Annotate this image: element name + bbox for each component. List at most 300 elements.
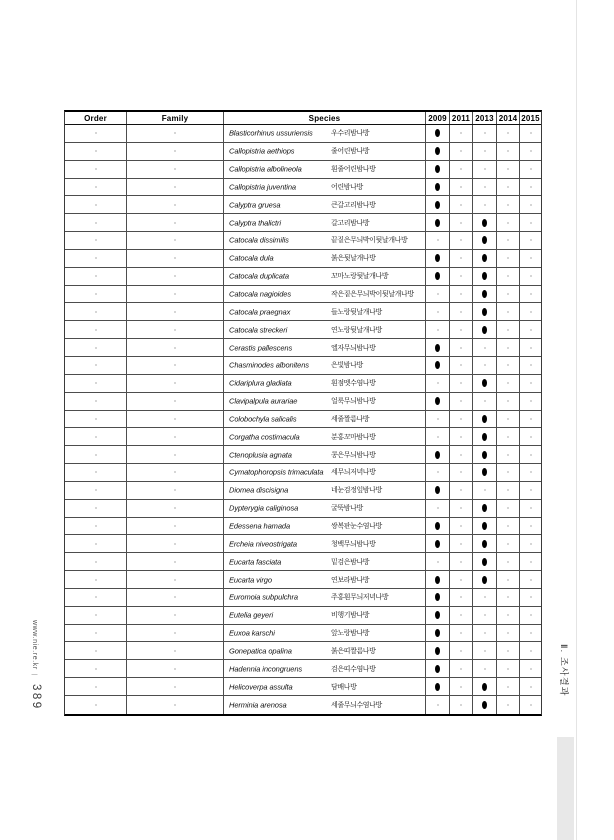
empty-mark bbox=[507, 418, 509, 420]
order-cell bbox=[65, 321, 127, 338]
order-cell bbox=[65, 411, 127, 428]
year-cell-2014 bbox=[497, 303, 520, 320]
header-year-2013: 2013 bbox=[473, 112, 497, 124]
year-cell-2009 bbox=[426, 268, 450, 285]
empty-mark bbox=[174, 471, 176, 473]
year-cell-2015 bbox=[520, 232, 541, 249]
year-cell-2014 bbox=[497, 393, 520, 410]
year-cell-2009 bbox=[426, 678, 450, 695]
order-cell bbox=[65, 143, 127, 160]
species-korean-name: 비행기밤나방 bbox=[331, 612, 370, 620]
species-scientific-name: Catocala streckeri bbox=[229, 325, 288, 335]
species-cell bbox=[224, 518, 426, 535]
year-cell-2013 bbox=[473, 357, 497, 374]
year-cell-2013 bbox=[473, 660, 497, 677]
empty-mark bbox=[484, 186, 486, 188]
species-korean-name: 세줄짤름나방 bbox=[331, 415, 370, 423]
species-cell bbox=[224, 125, 426, 142]
species-korean-name: 담배나방 bbox=[331, 683, 357, 691]
record-dot bbox=[482, 290, 487, 298]
empty-mark bbox=[95, 525, 97, 527]
species-scientific-name: Cerastis pallescens bbox=[229, 343, 293, 353]
year-cell-2015 bbox=[520, 553, 541, 570]
year-cell-2009 bbox=[426, 125, 450, 142]
year-cell-2009 bbox=[426, 696, 450, 714]
year-cell-2011 bbox=[450, 143, 473, 160]
empty-mark bbox=[507, 543, 509, 545]
species-scientific-name: Helicoverpa assulta bbox=[229, 682, 293, 692]
empty-mark bbox=[174, 400, 176, 402]
empty-mark bbox=[95, 704, 97, 706]
empty-mark bbox=[460, 650, 462, 652]
empty-mark bbox=[95, 168, 97, 170]
empty-mark bbox=[484, 489, 486, 491]
header-year-2014: 2014 bbox=[497, 112, 520, 124]
year-cell-2015 bbox=[520, 179, 541, 196]
empty-mark bbox=[460, 364, 462, 366]
species-cell bbox=[224, 428, 426, 445]
header-year-2011: 2011 bbox=[450, 112, 473, 124]
species-cell bbox=[224, 535, 426, 552]
family-cell bbox=[127, 196, 224, 213]
empty-mark bbox=[95, 400, 97, 402]
record-dot bbox=[435, 361, 440, 369]
species-cell bbox=[224, 696, 426, 714]
empty-mark bbox=[460, 507, 462, 509]
table-row bbox=[65, 357, 541, 375]
year-cell-2014 bbox=[497, 125, 520, 142]
year-cell-2009 bbox=[426, 518, 450, 535]
species-cell bbox=[224, 393, 426, 410]
year-cell-2014 bbox=[497, 571, 520, 588]
year-cell-2011 bbox=[450, 518, 473, 535]
table-row bbox=[65, 678, 541, 696]
empty-mark bbox=[530, 454, 532, 456]
species-scientific-name: Colobochyla salicalis bbox=[229, 414, 297, 424]
year-cell-2009 bbox=[426, 161, 450, 178]
year-cell-2013 bbox=[473, 696, 497, 714]
species-survey-table bbox=[64, 110, 542, 716]
empty-mark bbox=[174, 454, 176, 456]
table-row bbox=[65, 696, 541, 714]
year-cell-2013 bbox=[473, 446, 497, 463]
year-cell-2014 bbox=[497, 196, 520, 213]
year-cell-2011 bbox=[450, 125, 473, 142]
empty-mark bbox=[530, 704, 532, 706]
year-cell-2015 bbox=[520, 589, 541, 606]
year-cell-2015 bbox=[520, 161, 541, 178]
year-cell-2013 bbox=[473, 571, 497, 588]
empty-mark bbox=[507, 293, 509, 295]
order-cell bbox=[65, 303, 127, 320]
order-cell bbox=[65, 607, 127, 624]
year-cell-2011 bbox=[450, 411, 473, 428]
species-scientific-name: Cidariplura gladiata bbox=[229, 378, 292, 388]
year-cell-2011 bbox=[450, 339, 473, 356]
table-row bbox=[65, 125, 541, 143]
empty-mark bbox=[460, 239, 462, 241]
empty-mark bbox=[95, 543, 97, 545]
table-row bbox=[65, 518, 541, 536]
empty-mark bbox=[174, 382, 176, 384]
table-row bbox=[65, 482, 541, 500]
year-cell-2009 bbox=[426, 411, 450, 428]
record-dot bbox=[482, 308, 487, 316]
empty-mark bbox=[437, 704, 439, 706]
empty-mark bbox=[95, 561, 97, 563]
species-korean-name: 흰줄어린밤나방 bbox=[331, 166, 376, 174]
empty-mark bbox=[174, 507, 176, 509]
year-cell-2015 bbox=[520, 393, 541, 410]
year-cell-2009 bbox=[426, 303, 450, 320]
empty-mark bbox=[95, 650, 97, 652]
empty-mark bbox=[530, 650, 532, 652]
species-cell bbox=[224, 161, 426, 178]
family-cell bbox=[127, 428, 224, 445]
year-cell-2009 bbox=[426, 214, 450, 231]
empty-mark bbox=[174, 311, 176, 313]
empty-mark bbox=[484, 132, 486, 134]
empty-mark bbox=[484, 364, 486, 366]
species-scientific-name: Eucarta fasciata bbox=[229, 557, 282, 567]
species-scientific-name: Catocala dissimilis bbox=[229, 235, 289, 245]
family-cell bbox=[127, 607, 224, 624]
species-scientific-name: Corgatha costimacula bbox=[229, 432, 300, 442]
species-scientific-name: Ercheia niveostrigata bbox=[229, 539, 297, 549]
year-cell-2011 bbox=[450, 553, 473, 570]
record-dot bbox=[482, 326, 487, 334]
year-cell-2013 bbox=[473, 303, 497, 320]
year-cell-2013 bbox=[473, 535, 497, 552]
species-cell bbox=[224, 339, 426, 356]
species-scientific-name: Catocala dula bbox=[229, 253, 274, 263]
header-year-2009: 2009 bbox=[426, 112, 450, 124]
species-korean-name: 굴뚝밤나방 bbox=[331, 505, 363, 513]
table-row bbox=[65, 411, 541, 429]
empty-mark bbox=[174, 579, 176, 581]
order-cell bbox=[65, 642, 127, 659]
year-cell-2011 bbox=[450, 589, 473, 606]
empty-mark bbox=[460, 543, 462, 545]
species-scientific-name: Gonepatica opalina bbox=[229, 646, 292, 656]
empty-mark bbox=[530, 579, 532, 581]
empty-mark bbox=[507, 222, 509, 224]
species-scientific-name: Callopistria juventina bbox=[229, 182, 297, 192]
empty-mark bbox=[174, 347, 176, 349]
empty-mark bbox=[460, 454, 462, 456]
empty-mark bbox=[460, 382, 462, 384]
table-row bbox=[65, 143, 541, 161]
family-cell bbox=[127, 660, 224, 677]
year-cell-2009 bbox=[426, 179, 450, 196]
empty-mark bbox=[484, 668, 486, 670]
empty-mark bbox=[95, 454, 97, 456]
year-cell-2011 bbox=[450, 500, 473, 517]
empty-mark bbox=[507, 168, 509, 170]
empty-mark bbox=[530, 186, 532, 188]
order-cell bbox=[65, 446, 127, 463]
table-row bbox=[65, 464, 541, 482]
order-cell bbox=[65, 464, 127, 481]
empty-mark bbox=[174, 650, 176, 652]
year-cell-2014 bbox=[497, 357, 520, 374]
empty-mark bbox=[437, 507, 439, 509]
empty-mark bbox=[174, 436, 176, 438]
species-scientific-name: Hadennia incongruens bbox=[229, 664, 303, 674]
year-cell-2011 bbox=[450, 375, 473, 392]
year-cell-2015 bbox=[520, 625, 541, 642]
species-scientific-name: Dypterygia caliginosa bbox=[229, 503, 299, 513]
order-cell bbox=[65, 518, 127, 535]
year-cell-2013 bbox=[473, 553, 497, 570]
year-cell-2011 bbox=[450, 428, 473, 445]
year-cell-2013 bbox=[473, 678, 497, 695]
year-cell-2015 bbox=[520, 464, 541, 481]
record-dot bbox=[435, 397, 440, 405]
year-cell-2014 bbox=[497, 446, 520, 463]
empty-mark bbox=[174, 257, 176, 259]
empty-mark bbox=[484, 650, 486, 652]
empty-mark bbox=[507, 632, 509, 634]
table-row bbox=[65, 250, 541, 268]
empty-mark bbox=[460, 329, 462, 331]
year-cell-2013 bbox=[473, 179, 497, 196]
family-cell bbox=[127, 696, 224, 714]
species-cell bbox=[224, 411, 426, 428]
empty-mark bbox=[530, 204, 532, 206]
table-row bbox=[65, 535, 541, 553]
empty-mark bbox=[530, 686, 532, 688]
empty-mark bbox=[95, 579, 97, 581]
year-cell-2015 bbox=[520, 286, 541, 303]
species-cell bbox=[224, 179, 426, 196]
family-cell bbox=[127, 411, 224, 428]
empty-mark bbox=[530, 400, 532, 402]
site-url: www.nie.re.kr bbox=[31, 620, 38, 670]
empty-mark bbox=[95, 275, 97, 277]
empty-mark bbox=[530, 257, 532, 259]
empty-mark bbox=[95, 632, 97, 634]
record-dot bbox=[482, 236, 487, 244]
empty-mark bbox=[507, 275, 509, 277]
empty-mark bbox=[530, 311, 532, 313]
table-row bbox=[65, 642, 541, 660]
empty-mark bbox=[174, 704, 176, 706]
year-cell-2011 bbox=[450, 357, 473, 374]
empty-mark bbox=[507, 561, 509, 563]
year-cell-2011 bbox=[450, 607, 473, 624]
species-cell bbox=[224, 500, 426, 517]
year-cell-2009 bbox=[426, 535, 450, 552]
empty-mark bbox=[437, 382, 439, 384]
header-year-2015: 2015 bbox=[521, 113, 540, 123]
empty-mark bbox=[507, 668, 509, 670]
empty-mark bbox=[460, 436, 462, 438]
table-row bbox=[65, 179, 541, 197]
empty-mark bbox=[530, 596, 532, 598]
year-cell-2009 bbox=[426, 232, 450, 249]
year-cell-2011 bbox=[450, 179, 473, 196]
species-korean-name: 콩은무늬밤나방 bbox=[331, 451, 376, 459]
empty-mark bbox=[507, 150, 509, 152]
year-cell-2009 bbox=[426, 607, 450, 624]
record-dot bbox=[482, 379, 487, 387]
year-cell-2013 bbox=[473, 518, 497, 535]
empty-mark bbox=[95, 204, 97, 206]
empty-mark bbox=[174, 632, 176, 634]
year-cell-2014 bbox=[497, 214, 520, 231]
year-cell-2015 bbox=[520, 500, 541, 517]
species-cell bbox=[224, 625, 426, 642]
empty-mark bbox=[174, 418, 176, 420]
species-cell bbox=[224, 464, 426, 481]
year-cell-2013 bbox=[473, 428, 497, 445]
empty-mark bbox=[95, 382, 97, 384]
empty-mark bbox=[95, 489, 97, 491]
empty-mark bbox=[460, 347, 462, 349]
record-dot bbox=[435, 647, 440, 655]
record-dot bbox=[482, 683, 487, 691]
record-dot bbox=[435, 201, 440, 209]
empty-mark bbox=[437, 418, 439, 420]
empty-mark bbox=[530, 275, 532, 277]
empty-mark bbox=[530, 132, 532, 134]
record-dot bbox=[435, 611, 440, 619]
empty-mark bbox=[174, 543, 176, 545]
empty-mark bbox=[460, 168, 462, 170]
empty-mark bbox=[507, 614, 509, 616]
year-cell-2013 bbox=[473, 500, 497, 517]
record-dot bbox=[435, 219, 440, 227]
species-cell bbox=[224, 678, 426, 695]
table-row bbox=[65, 196, 541, 214]
empty-mark bbox=[437, 329, 439, 331]
table-row bbox=[65, 339, 541, 357]
empty-mark bbox=[460, 704, 462, 706]
species-korean-name: 줄어린밤나방 bbox=[331, 148, 370, 156]
family-cell bbox=[127, 250, 224, 267]
empty-mark bbox=[174, 186, 176, 188]
year-cell-2015 bbox=[520, 339, 541, 356]
empty-mark bbox=[174, 168, 176, 170]
species-korean-name: 청백무늬밤나방 bbox=[331, 540, 376, 548]
year-cell-2013 bbox=[473, 642, 497, 659]
empty-mark bbox=[507, 186, 509, 188]
table-row bbox=[65, 660, 541, 678]
year-cell-2013 bbox=[473, 589, 497, 606]
year-cell-2009 bbox=[426, 553, 450, 570]
empty-mark bbox=[95, 222, 97, 224]
empty-mark bbox=[507, 525, 509, 527]
species-scientific-name: Calyptra gruesa bbox=[229, 200, 281, 210]
table-row bbox=[65, 571, 541, 589]
empty-mark bbox=[437, 561, 439, 563]
species-korean-name: 세줄무늬수염나방 bbox=[331, 701, 382, 709]
species-scientific-name: Clavipalpula aurariae bbox=[229, 396, 298, 406]
species-scientific-name: Cymatophoropsis trimaculata bbox=[229, 467, 324, 477]
order-cell bbox=[65, 286, 127, 303]
year-cell-2015 bbox=[520, 678, 541, 695]
year-cell-2009 bbox=[426, 428, 450, 445]
year-cell-2014 bbox=[497, 375, 520, 392]
empty-mark bbox=[95, 614, 97, 616]
year-cell-2015 bbox=[520, 196, 541, 213]
empty-mark bbox=[174, 222, 176, 224]
year-cell-2014 bbox=[497, 696, 520, 714]
year-cell-2015 bbox=[520, 125, 541, 142]
species-korean-name: 분홍꼬마밤나방 bbox=[331, 433, 376, 441]
empty-mark bbox=[460, 204, 462, 206]
empty-mark bbox=[95, 311, 97, 313]
table-row bbox=[65, 268, 541, 286]
family-cell bbox=[127, 143, 224, 160]
empty-mark bbox=[530, 614, 532, 616]
year-cell-2011 bbox=[450, 214, 473, 231]
year-cell-2015 bbox=[520, 357, 541, 374]
empty-mark bbox=[507, 686, 509, 688]
empty-mark bbox=[174, 596, 176, 598]
order-cell bbox=[65, 428, 127, 445]
left-margin-footer bbox=[30, 620, 42, 711]
empty-mark bbox=[530, 471, 532, 473]
empty-mark bbox=[174, 668, 176, 670]
year-cell-2014 bbox=[497, 535, 520, 552]
species-korean-name: 엘자무늬밤나방 bbox=[331, 344, 376, 352]
order-cell bbox=[65, 625, 127, 642]
record-dot bbox=[435, 451, 440, 459]
empty-mark bbox=[95, 436, 97, 438]
year-cell-2013 bbox=[473, 482, 497, 499]
record-dot bbox=[435, 129, 440, 137]
year-cell-2015 bbox=[520, 268, 541, 285]
record-dot bbox=[482, 504, 487, 512]
species-scientific-name: Edessena hamada bbox=[229, 521, 291, 531]
empty-mark bbox=[95, 132, 97, 134]
year-cell-2011 bbox=[450, 446, 473, 463]
empty-mark bbox=[174, 150, 176, 152]
year-cell-2011 bbox=[450, 321, 473, 338]
year-cell-2013 bbox=[473, 161, 497, 178]
species-cell bbox=[224, 214, 426, 231]
year-cell-2011 bbox=[450, 250, 473, 267]
table-header-row bbox=[65, 112, 541, 125]
record-dot bbox=[435, 165, 440, 173]
empty-mark bbox=[507, 579, 509, 581]
species-korean-name: 앞노랑밤나방 bbox=[331, 630, 370, 638]
empty-mark bbox=[530, 418, 532, 420]
family-cell bbox=[127, 571, 224, 588]
species-korean-name: 들노랑뒷날개나방 bbox=[331, 308, 382, 316]
empty-mark bbox=[507, 239, 509, 241]
species-cell bbox=[224, 553, 426, 570]
year-cell-2011 bbox=[450, 196, 473, 213]
year-cell-2015 bbox=[520, 303, 541, 320]
order-cell bbox=[65, 678, 127, 695]
empty-mark bbox=[174, 329, 176, 331]
year-cell-2013 bbox=[473, 125, 497, 142]
order-cell bbox=[65, 500, 127, 517]
table-row bbox=[65, 286, 541, 304]
order-cell bbox=[65, 250, 127, 267]
empty-mark bbox=[437, 311, 439, 313]
species-korean-name: 연노랑뒷날개나방 bbox=[331, 326, 382, 334]
empty-mark bbox=[174, 614, 176, 616]
empty-mark bbox=[174, 204, 176, 206]
year-cell-2014 bbox=[497, 482, 520, 499]
year-cell-2011 bbox=[450, 161, 473, 178]
empty-mark bbox=[437, 471, 439, 473]
year-cell-2015 bbox=[520, 535, 541, 552]
